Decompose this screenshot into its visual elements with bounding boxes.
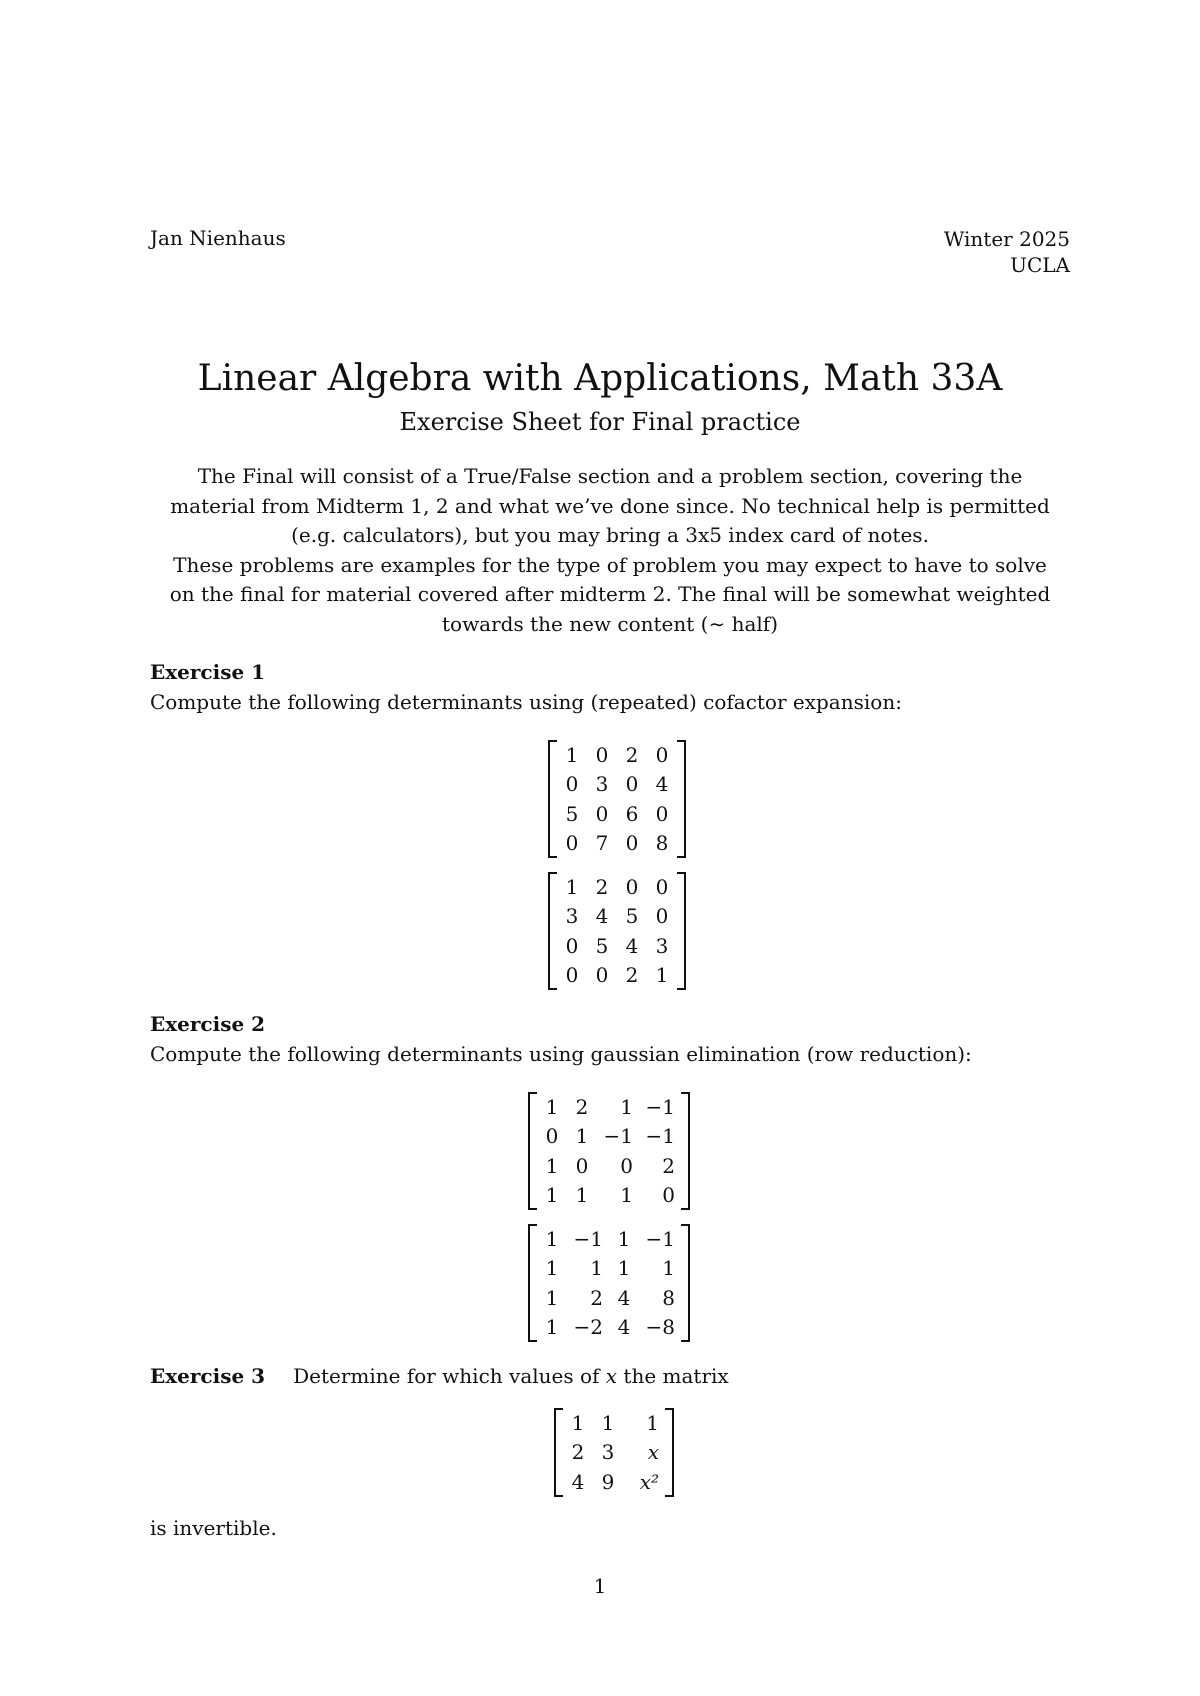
matrix-cell: 0 <box>655 904 669 929</box>
exercise-1-heading: Exercise 1 <box>150 660 266 684</box>
matrix-cell: 8 <box>662 1285 675 1310</box>
matrix-cell: 4 <box>595 904 609 929</box>
matrix-ex2-b <box>528 1224 690 1342</box>
intro-line: (e.g. calculators), but you may bring a 3x5 index card of notes. <box>291 523 929 547</box>
matrix-row <box>557 961 677 991</box>
matrix-cell: 1 <box>545 1285 559 1310</box>
left-bracket <box>528 1224 537 1342</box>
matrix-ex1-b <box>548 872 686 990</box>
intro-line: These problems are examples for the type of problem you may expect to have to solve <box>173 552 1047 577</box>
matrix-cell: 8 <box>655 831 669 856</box>
matrix-cell: 0 <box>625 831 639 856</box>
matrix-cell: 1 <box>545 1226 559 1251</box>
matrix-cell: 5 <box>565 801 579 826</box>
exercise-3-closing: is invertible. <box>150 1516 277 1540</box>
document-title: Linear Algebra with Applications, Math 33A <box>197 358 1003 399</box>
matrix-cell: 0 <box>625 772 639 797</box>
matrix-row <box>557 799 677 829</box>
intro-line: on the final for material covered after midterm 2. The final will be somewhat weighted <box>169 582 1051 606</box>
left-bracket <box>548 872 557 990</box>
matrix-table <box>563 1408 665 1497</box>
matrix-cell: 1 <box>601 1410 615 1435</box>
exercise-2-text: Compute the following determinants using gaussian elimination (row reduction): <box>150 1042 972 1066</box>
exercise-3-heading: Exercise 3 <box>150 1364 266 1388</box>
matrix-cell: 1 <box>617 1256 631 1281</box>
matrix-cell: 7 <box>595 831 609 856</box>
matrix-cell: −1 <box>603 1124 633 1149</box>
matrix-cell: 1 <box>545 1315 559 1340</box>
matrix-row <box>563 1438 665 1468</box>
matrix-cell: 0 <box>545 1124 559 1149</box>
exercise-1-text: Compute the following determinants using (repeated) cofactor expansion: <box>150 690 902 714</box>
matrix-cell: 4 <box>617 1315 631 1340</box>
author-name: Jan Nienhaus <box>150 226 286 250</box>
matrix-cell: 4 <box>571 1469 585 1494</box>
matrix-cell: 1 <box>545 1183 559 1208</box>
matrix-cell: 1 <box>571 1410 585 1435</box>
matrix-ex1-a <box>548 740 686 858</box>
matrix-cell: 4 <box>655 772 669 797</box>
matrix-cell: 1 <box>662 1256 675 1281</box>
matrix-cell: 5 <box>595 933 609 958</box>
matrix-row <box>537 1313 681 1343</box>
matrix-cell: 4 <box>625 933 639 958</box>
matrix-table <box>537 1224 681 1342</box>
matrix-row <box>537 1283 681 1313</box>
matrix-cell: 1 <box>655 963 669 988</box>
right-bracket <box>681 1224 690 1342</box>
matrix-cell: 9 <box>601 1469 615 1494</box>
matrix-cell: −1 <box>645 1124 675 1149</box>
matrix-row <box>557 931 677 961</box>
matrix-row <box>537 1181 681 1211</box>
matrix-row <box>537 1092 681 1122</box>
matrix-cell: 0 <box>565 933 579 958</box>
matrix-table <box>557 872 677 990</box>
matrix-cell: −1 <box>645 1094 675 1119</box>
matrix-cell: 0 <box>625 874 639 899</box>
matrix-cell: 3 <box>601 1440 615 1465</box>
intro-line: material from Midterm 1, 2 and what we’ve done since. No technical help is permitted <box>170 493 1050 518</box>
matrix-row <box>557 829 677 859</box>
matrix-cell: 1 <box>590 1256 603 1281</box>
exercise-2-heading: Exercise 2 <box>150 1012 266 1036</box>
matrix-cell: 0 <box>595 801 609 826</box>
matrix-row <box>557 740 677 770</box>
term-label: Winter 2025 <box>943 227 1070 251</box>
matrix-cell: 1 <box>575 1183 589 1208</box>
matrix-cell: 1 <box>565 742 579 767</box>
document-subtitle: Exercise Sheet for Final practice <box>399 408 801 436</box>
matrix-ex2-a <box>528 1092 690 1210</box>
intro-line: The Final will consist of a True/False section and a problem section, covering the <box>197 464 1023 488</box>
matrix-cell: 0 <box>575 1153 589 1178</box>
matrix-cell: 2 <box>575 1094 589 1119</box>
institution-label: UCLA <box>1010 253 1070 277</box>
matrix-cell: 0 <box>662 1183 675 1208</box>
matrix-cell: 2 <box>625 742 639 767</box>
exercise-3-line <box>150 1364 729 1388</box>
left-bracket <box>548 740 557 858</box>
right-bracket <box>677 740 686 858</box>
matrix-cell: 2 <box>595 874 609 899</box>
exercise-3-text-before: Determine for which values of <box>293 1364 600 1388</box>
matrix-cell: 1 <box>545 1256 559 1281</box>
matrix-row <box>557 770 677 800</box>
matrix-cell: 1 <box>646 1410 659 1435</box>
matrix-cell: 2 <box>625 963 639 988</box>
exercise-3-text-after: the matrix <box>623 1364 729 1388</box>
intro-line: towards the new content (∼ half) <box>441 611 778 636</box>
matrix-cell: −1 <box>573 1226 603 1251</box>
matrix-cell: 0 <box>565 963 579 988</box>
matrix-row <box>537 1224 681 1254</box>
matrix-row <box>563 1467 665 1497</box>
matrix-cell: 1 <box>565 874 579 899</box>
left-bracket <box>528 1092 537 1210</box>
matrix-cell: 1 <box>617 1226 631 1251</box>
intro-paragraph <box>150 462 1070 639</box>
matrix-cell: −2 <box>573 1315 603 1340</box>
header-right-block <box>944 226 1070 278</box>
variable-x: x <box>605 1364 618 1388</box>
matrix-cell: 5 <box>625 904 639 929</box>
right-bracket <box>665 1408 674 1497</box>
left-bracket <box>554 1408 563 1497</box>
right-bracket <box>681 1092 690 1210</box>
matrix-cell: 3 <box>565 904 579 929</box>
matrix-cell: −1 <box>645 1226 675 1251</box>
matrix-cell: 2 <box>571 1440 585 1465</box>
matrix-cell: 6 <box>625 801 639 826</box>
matrix-cell: x² <box>639 1469 659 1494</box>
matrix-cell: 2 <box>662 1153 675 1178</box>
matrix-cell: 0 <box>565 772 579 797</box>
matrix-cell: −8 <box>645 1315 675 1340</box>
right-bracket <box>677 872 686 990</box>
matrix-cell: 1 <box>545 1153 559 1178</box>
matrix-row <box>537 1151 681 1181</box>
matrix-cell: 0 <box>655 801 669 826</box>
matrix-table <box>557 740 677 858</box>
matrix-cell: 0 <box>565 831 579 856</box>
matrix-cell: 0 <box>595 963 609 988</box>
matrix-row <box>557 902 677 932</box>
matrix-row <box>537 1122 681 1152</box>
matrix-cell: 3 <box>595 772 609 797</box>
matrix-cell: 0 <box>620 1153 633 1178</box>
matrix-cell: 0 <box>595 742 609 767</box>
matrix-row <box>563 1408 665 1438</box>
matrix-table <box>537 1092 681 1210</box>
matrix-row <box>537 1254 681 1284</box>
matrix-cell: 1 <box>620 1094 633 1119</box>
matrix-cell: 1 <box>545 1094 559 1119</box>
matrix-cell: x <box>647 1440 659 1465</box>
matrix-cell: 4 <box>617 1285 631 1310</box>
page-number: 1 <box>593 1574 607 1598</box>
matrix-cell: 1 <box>620 1183 633 1208</box>
matrix-cell: 3 <box>655 933 669 958</box>
matrix-cell: 0 <box>655 742 669 767</box>
matrix-ex3 <box>554 1408 674 1497</box>
matrix-cell: 0 <box>655 874 669 899</box>
matrix-cell: 1 <box>575 1124 589 1149</box>
matrix-row <box>557 872 677 902</box>
matrix-cell: 2 <box>590 1285 603 1310</box>
